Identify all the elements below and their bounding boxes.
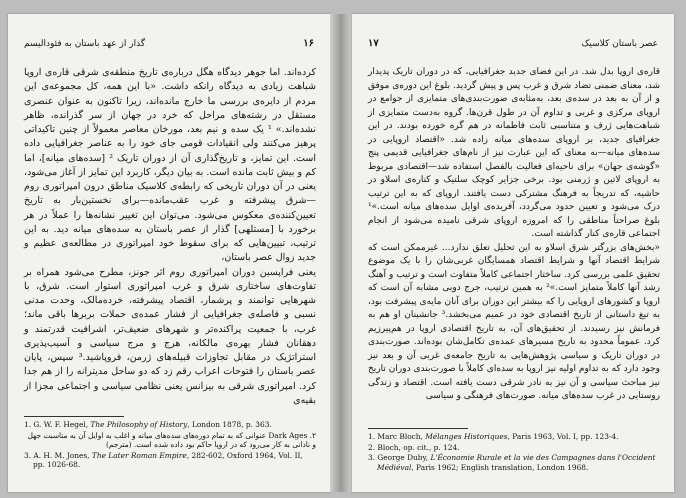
- footnote-rule: [368, 428, 468, 429]
- footnote: 3. George Duby, L'Économie Rurale et la vie des Campagnes dans l'Occident Médiéval, Paris 1962; English translation, London 1968.: [368, 453, 656, 472]
- paragraph: کرده‌اند. اما جوهر دیدگاه هگل درباره‌ی تاریخ منطقه‌ی شرقی قاره‌ی اروپا شباهت زیادی به دیدگاه رانکه داشت. «با این همه، کل مجموعه‌ی این مردم از دایره‌ی بررسی ما خارج مانده‌اند، زیرا تاکنون به عنوان عنصری مستقل در رشته‌های مراحل که خرد در جهان از سر گذرانده، ظاهر نشده‌اند.» ¹ یک سده و نیم بعد، مورخان معاصر معمولاً از چنین تاکیداتی پرهیز می‌کنند ولی انقیادات قومی جای خود را به عناصر جغرافیایی داده است. این تمایز، و تاریخ‌گذاری آن از دوران تاریک ² [سده‌های میانه]، اما کم و بیش ثابت مانده است. به بیان دیگر، کاربرد این تمایز از آغاز می‌شود، یعنی در آن دوران تاریخی که رابطه‌ی کلاسیک مناطق درون امپراتوری روم—شرق پیشرفته و غرب عقب‌مانده—برای نخستین‌بار به تاریخ تعیین‌کننده‌ی معکوس می‌شود. می‌توان این تغییر نشانه‌ها را عملاً در هر برخورد با [مستلهی] گذار از عصر باستان به سده‌های میانه دید. به این ترتیب، تبیین‌هایی که برای سقوط خود امپراتوری در مطالعه‌ی عظیم و جدید زوال عصر باستان،: [24, 67, 316, 264]
- footnote-rule: [24, 416, 124, 417]
- book-gutter: [330, 14, 352, 492]
- right-running-head: [368, 38, 658, 49]
- right-footnotes: [368, 432, 660, 473]
- left-running-head: [24, 38, 314, 49]
- paragraph: قاره‌ی اروپا بدل شد. در این فضای جدید جغرافیایی، که در دوران تاریک پدیدار شد، معنای ضمنی تضاد شرق و غرب پس و پیش گردید. بلوغ این دوره‌ی موفق و از آن به بعد در سده‌ی بعد، به‌مثابه‌ی صورت‌بندی‌های متمایزی از جوامع در اروپای مرکزی و غربی و تداوم آن در طول قرن‌ها. گروه به‌دست متمایزی از شباهت‌هایی ژرف و متناسبی ثابت فاطمانه در هم گره خورده بودند. در این جغرافیای جدید، بر اروپای سده‌های میانه زاده شد. «اقتصاد اروپایی در سده‌های میانه—به معنای که این عبارت نیز از نام‌های جغرافیایی قدیمی پنج «گوشه‌ی جهان» برای ناحیه‌ای فعالیت بالفصل استفاده شد—اقتصادی مربوط به اروپای لاتین و ژرمنی بود. برخی جزایر کوچک سلتیک و کناره‌ی اسلاو در حاشیه، که تدریجاً به فرهنگ مشترکی دست یافتند. اروپای که به این ترتیب درک می‌شود و تعیین حدود می‌گردد، آفریده‌ی اوایل سده‌های میانه است.»¹ بلوغ صراحتاً مناطقی را که امروزه اروپای شرقی نامیده می‌شود از انجام اجتماعی قاره‌ی کنار گذاشته است.: [368, 67, 660, 239]
- paragraph: «بخش‌های بزرگتر شرق اسلاو به این تحلیل تعلق ندارد... غیرممکن است که شرایط اقتصاد آنها و شرایط اقتصاد همسایگان غربی‌شان را با یک موضوع تحقیق علمی بررسی کرد. ساختار اجتماعی کاملاً متفاوت است و ترتیب و آهنگ رشد آنها کاملاً متمایز است.»² به همین ترتیب، جرج دوبی مشابه آن است که اروپا و کشورهای اروپایی را که بیشتر این دوران برای آنان مایه‌ی پیشرفت بود، به تیغ داستانی از تاریخ اقتصادی خود در عمیم می‌بخشد.³ جانشینان او هم به فرمانش نیز رسیدند. از تحقیق‌های آن، به تاریخ اقتصادی اروپا در هم‌پیرزیم کرد. عموماً محدود به تاریخ مسیرهای عمده‌ی تکامل‌شان بوده‌اند. صورت‌بندی در دوران تاریک و سیاسی پژوهش‌هایی به تاریخ جامعه‌ی غربی آن و بعد نیز وجود دارد که به تداوم اولیه نیز اروپا به سده‌ای کاملاً با صورت‌بندی دوران تاریخ نیز مباحث سیاسی و آن نیز به نادر شرقی دست یافته است. اقتصاد و زندگی روستایی در غرب سده‌های میانه. صورت‌های فرهنگی و سیاسی: [368, 242, 661, 401]
- footnote: 2. Bloch, op. cit., p. 124.: [368, 442, 460, 452]
- paragraph: یعنی فراپسین دوران امپراتوری روم اثر جونز، مطرح می‌شود همراه بر تفاوت‌های ساختاری شرق و غرب امپراتوری استوار است. شرق، با شهرهایی توانمند و پرشمار، اقتصاد پیشرفته، خرده‌مالک، وحدت مدنی نسبی و فاصله‌ی جغرافیایی از فشار عمده‌ی حملات بربرها باقی ماند؛ غرب، با جمعیت پراکنده‌تر و شهرهای ضعیف‌تر، اشرافیت قدرتمند و دهقانان فشار بهره‌ی مالکانه، هرج و مرج سیاسی و آسیب‌پذیری استراتژیک در مقابل تجاوزات قبیله‌های ژرمن، فروپاشید.³ سپس، پایان عصر باستان را فتوحات اعراب رقم زد که دو ساحل مدیترانه را از هم جدا کرد. امپراتوری شرقی به بیزانس یعنی نظامی سیاسی و اجتماعی مجزا از بقیه‌ی: [24, 266, 316, 406]
- footnote: 3. A. H. M. Jones, The Later Roman Empire, 282-602, Oxford 1964, Vol. II, pp. 1026-68.: [24, 450, 303, 470]
- right-body-text: [368, 66, 660, 404]
- running-title: عصر باستان کلاسیک: [581, 39, 658, 49]
- left-footnotes: [24, 420, 316, 471]
- running-title: گذار از عهد باستان به فئودالیسم: [24, 39, 146, 49]
- footnote: ۲. Dark Ages عنوانی که به تمام دوره‌های سده‌های میانه و اغلب به اوایل آن به مناسبت جهل و نادانی به کار می‌رود که در اروپا حاکم بود داده شده است. (مترجم): [27, 430, 316, 450]
- footnote: 1. G. W. F. Hegel, The Philosophy of History, London 1878, p. 363.: [24, 420, 272, 429]
- left-page: [8, 14, 330, 492]
- page-number: ۱۶: [303, 38, 314, 49]
- page-number: ۱۷: [368, 38, 379, 49]
- left-body-text: [24, 66, 316, 408]
- right-page: [352, 14, 674, 492]
- footnote: 1. Marc Bloch, Mélanges Historiques, Paris 1963, Vol. I, pp. 123-4.: [368, 432, 619, 441]
